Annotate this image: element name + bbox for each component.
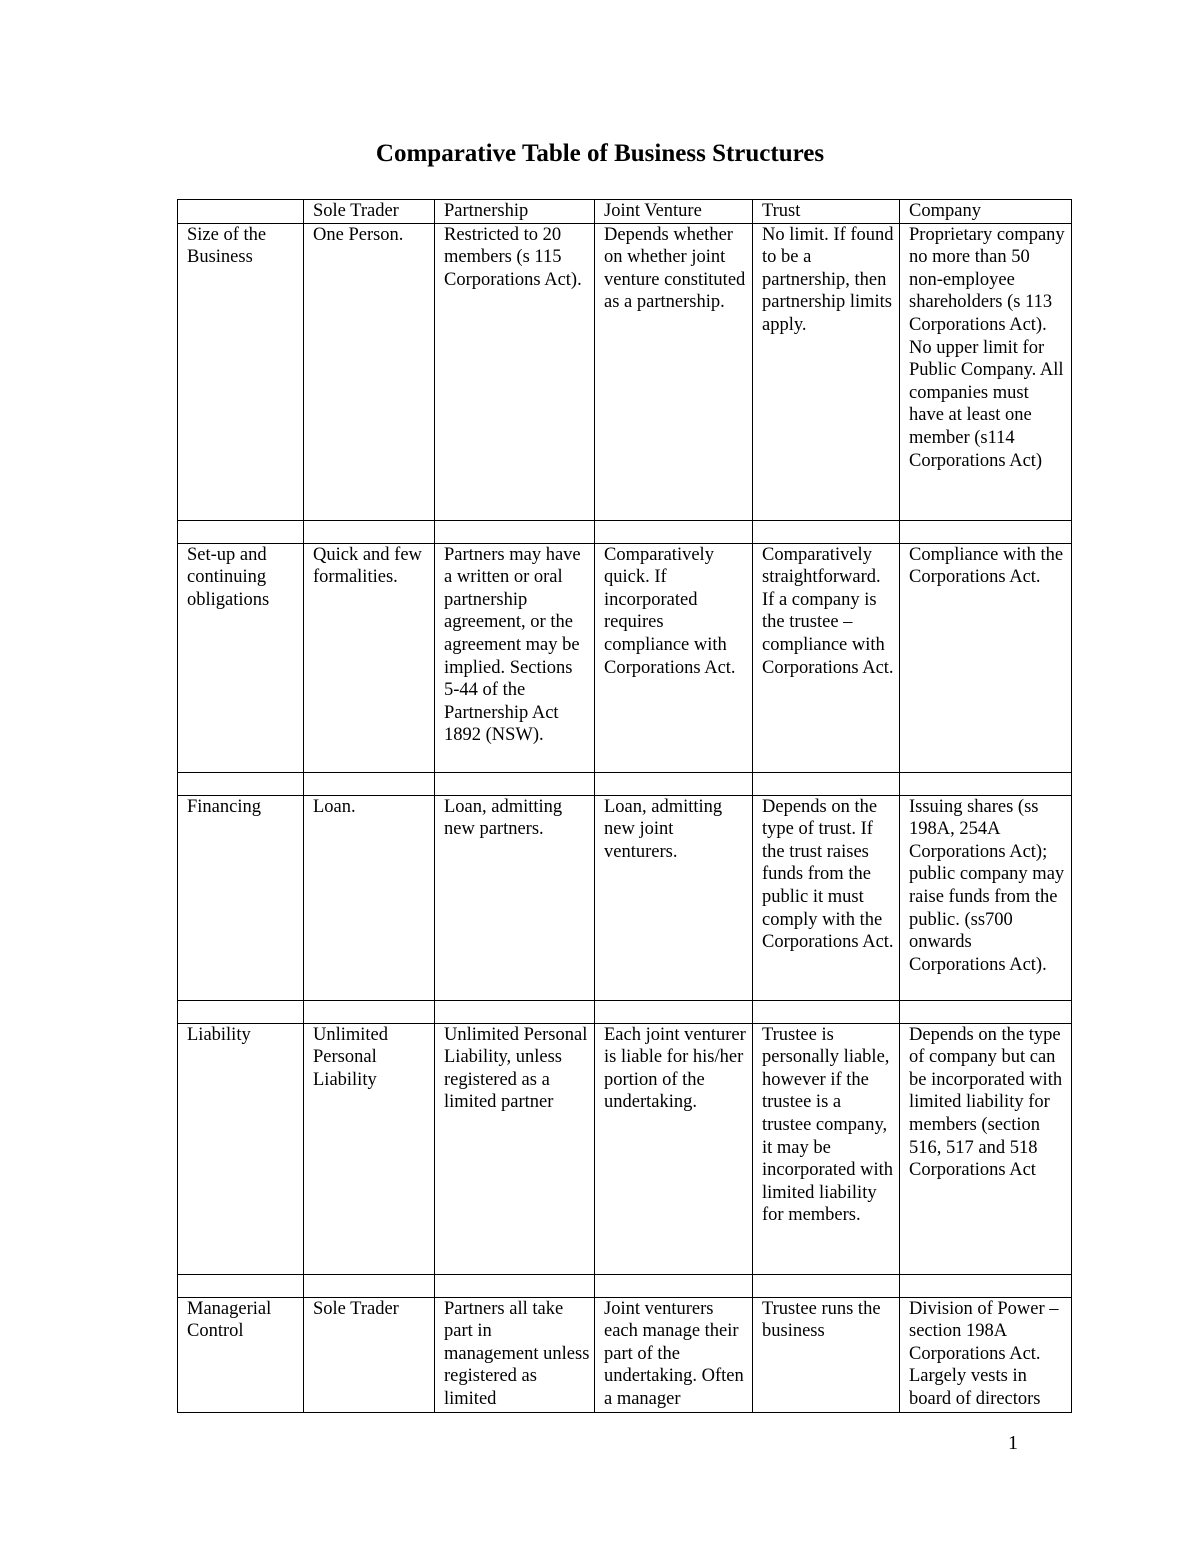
header-cell-partnership: Partnership — [435, 200, 595, 224]
page-number: 1 — [1008, 1432, 1018, 1454]
table-cell: Unlimited Personal Liability — [304, 1023, 435, 1274]
row-label: Set-up and continuing obligations — [178, 543, 304, 772]
spacer-cell — [304, 772, 435, 795]
table-cell: Issuing shares (ss 198A, 254A Corporations Act); public company may raise funds from the public. (ss700 onwards Corporations Act). — [900, 795, 1072, 1000]
table-cell: Joint venturers each manage their part of the undertaking. Often a manager — [595, 1297, 753, 1412]
table-cell: Proprietary company no more than 50 non-employee shareholders (s 113 Corporations Act). No upper limit for Public Company. All companies must have at least one member (s114 Corporations Act) — [900, 223, 1072, 520]
spacer-cell — [900, 1000, 1072, 1023]
table-cell: Loan. — [304, 795, 435, 1000]
table-cell: Compliance with the Corporations Act. — [900, 543, 1072, 772]
table-cell: Trustee is personally liable, however if the trustee is a trustee company, it may be incorporated with limited liability for members. — [753, 1023, 900, 1274]
header-cell-trust: Trust — [753, 200, 900, 224]
row-label: Liability — [178, 1023, 304, 1274]
table-cell: Unlimited Personal Liability, unless registered as a limited partner — [435, 1023, 595, 1274]
table-cell: Depends on the type of company but can be incorporated with limited liability for members (section 516, 517 and 518 Corporations Act — [900, 1023, 1072, 1274]
spacer-cell — [595, 1274, 753, 1297]
table-row-financing — [178, 795, 1072, 1000]
table-cell: Comparatively quick. If incorporated requires compliance with Corporations Act. — [595, 543, 753, 772]
table-cell: Quick and few formalities. — [304, 543, 435, 772]
table-cell: Division of Power – section 198A Corporations Act. Largely vests in board of directors — [900, 1297, 1072, 1412]
spacer-cell — [304, 520, 435, 543]
spacer-row — [178, 1274, 1072, 1297]
spacer-cell — [304, 1274, 435, 1297]
table-row-managerial-control — [178, 1297, 1072, 1412]
table-cell: Restricted to 20 members (s 115 Corporations Act). — [435, 223, 595, 520]
spacer-row — [178, 1000, 1072, 1023]
header-cell-joint-venture: Joint Venture — [595, 200, 753, 224]
row-label: Size of the Business — [178, 223, 304, 520]
table-cell: Partners all take part in management unless registered as limited — [435, 1297, 595, 1412]
spacer-cell — [304, 1000, 435, 1023]
header-cell-company: Company — [900, 200, 1072, 224]
spacer-cell — [753, 772, 900, 795]
spacer-cell — [178, 772, 304, 795]
header-cell-empty — [178, 200, 304, 224]
spacer-cell — [178, 1000, 304, 1023]
spacer-cell — [595, 1000, 753, 1023]
spacer-cell — [900, 1274, 1072, 1297]
spacer-cell — [595, 520, 753, 543]
header-row — [178, 200, 1072, 224]
table-cell: Trustee runs the business — [753, 1297, 900, 1412]
spacer-cell — [753, 1000, 900, 1023]
table-row-setup — [178, 543, 1072, 772]
comparison-table — [177, 199, 1072, 1413]
table-cell: Sole Trader — [304, 1297, 435, 1412]
spacer-cell — [178, 520, 304, 543]
spacer-cell — [900, 520, 1072, 543]
spacer-cell — [178, 1274, 304, 1297]
table-cell: Each joint venturer is liable for his/her portion of the undertaking. — [595, 1023, 753, 1274]
row-label: Financing — [178, 795, 304, 1000]
table-row-size — [178, 223, 1072, 520]
spacer-cell — [435, 772, 595, 795]
table-cell: Depends whether on whether joint venture constituted as a partnership. — [595, 223, 753, 520]
spacer-cell — [595, 772, 753, 795]
table-cell: Partners may have a written or oral partnership agreement, or the agreement may be implied. Sections 5-44 of the Partnership Act 1892 (NSW). — [435, 543, 595, 772]
spacer-row — [178, 520, 1072, 543]
spacer-cell — [753, 520, 900, 543]
table-cell: Comparatively straightforward. If a company is the trustee – compliance with Corporations Act. — [753, 543, 900, 772]
spacer-cell — [900, 772, 1072, 795]
page-title: Comparative Table of Business Structures — [375, 140, 825, 167]
spacer-cell — [753, 1274, 900, 1297]
row-label: Managerial Control — [178, 1297, 304, 1412]
header-cell-sole-trader: Sole Trader — [304, 200, 435, 224]
table-cell: Depends on the type of trust. If the trust raises funds from the public it must comply with the Corporations Act. — [753, 795, 900, 1000]
spacer-cell — [435, 1000, 595, 1023]
table-cell: No limit. If found to be a partnership, then partnership limits apply. — [753, 223, 900, 520]
table-cell: Loan, admitting new joint venturers. — [595, 795, 753, 1000]
spacer-cell — [435, 520, 595, 543]
spacer-row — [178, 772, 1072, 795]
table-cell: Loan, admitting new partners. — [435, 795, 595, 1000]
spacer-cell — [435, 1274, 595, 1297]
table-cell: One Person. — [304, 223, 435, 520]
table-row-liability — [178, 1023, 1072, 1274]
